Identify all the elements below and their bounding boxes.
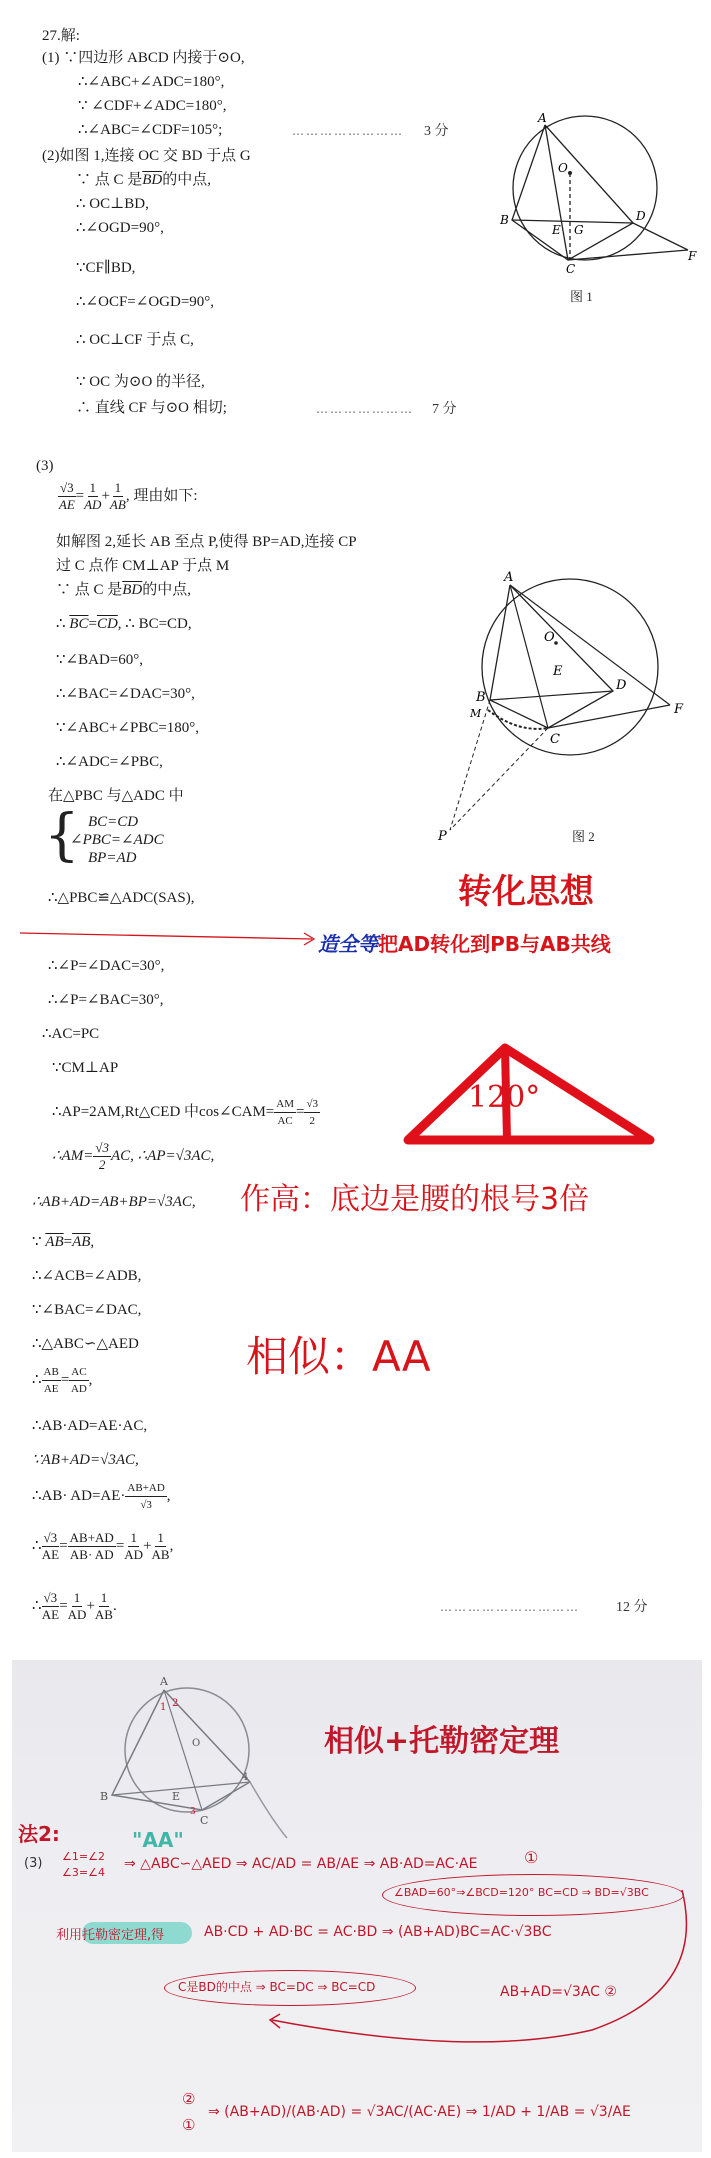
part2-line1: (2)如图 1,连接 OC 交 BD 于点 G xyxy=(42,148,251,164)
photo-row2-left: 利用托勒密定理,得 xyxy=(56,1928,165,1943)
photo-aa-label: "AA" xyxy=(132,1828,184,1852)
part1-line2: ∴∠ABC+∠ADC=180°, xyxy=(78,74,225,90)
part3-line12: ∴∠P=∠BAC=30°, xyxy=(48,992,164,1008)
part3-line3: ∵ 点 C 是$\overline{BD}$的中点, xyxy=(56,582,192,598)
photo-row4-num: ② xyxy=(182,2090,196,2108)
solution-header: 27.解: xyxy=(42,28,80,44)
point-label: C xyxy=(566,262,576,276)
part3-line1: 如解图 2,延长 AB 至点 P,使得 BP=AD,连接 CP xyxy=(56,534,357,550)
point-label: B xyxy=(100,1790,109,1803)
photo-angles-1: ∠1=∠2 xyxy=(62,1850,105,1863)
photo-part-label: (3) xyxy=(24,1856,43,1871)
part3-line27: ∴ $\frac{√3}{AE}$ = $\frac{1}{AD}$ + $\frac{1}{AB}$ . xyxy=(32,1590,117,1622)
figure-1-label: 图 1 xyxy=(570,289,593,304)
handwritten-photo xyxy=(12,1660,702,2152)
photo-method-label: 法2: xyxy=(18,1822,60,1846)
figure-2-label: 图 2 xyxy=(572,829,595,844)
part3-line4: ∴ $\overline{BC}=\overline{CD}$, ∴ BC=CD, xyxy=(56,616,192,632)
part2-line7: ∴ OC⊥CF 于点 C, xyxy=(76,332,194,348)
part3-line14: ∵CM⊥AP xyxy=(52,1060,119,1076)
part2-score: 7 分 xyxy=(432,402,457,417)
part3-line25: ∴AB· AD=AE· $\frac{AB+AD}{√3}$ , xyxy=(32,1482,171,1511)
part3-line22: ∴ $\frac{AB}{AE}$ = $\frac{AC}{AD}$ , xyxy=(32,1366,93,1395)
annotation-similar-aa: 相似：AA xyxy=(246,1332,431,1381)
leader-dots: …………………… xyxy=(292,124,404,138)
photo-bubble2: C是BD的中点 ⇒ BC=DC ⇒ BC=CD xyxy=(178,1980,376,1994)
system-brace: { xyxy=(44,803,80,868)
point-label: M xyxy=(470,707,482,720)
point-label: 4 xyxy=(242,1772,249,1783)
part3-line17: ∴AB+AD=AB+BP=√3AC, xyxy=(32,1194,196,1210)
point-label: B xyxy=(500,213,509,227)
point-label: A xyxy=(538,111,547,125)
point-label: G xyxy=(574,223,584,237)
photo-row2: AB·CD + AD·BC = AC·BD ⇒ (AB+AD)BC=AC·√3BC xyxy=(204,1924,552,1940)
point-label: O xyxy=(192,1738,201,1749)
part1-score: 3 分 xyxy=(424,124,449,139)
part3-line19: ∴∠ACB=∠ADB, xyxy=(32,1268,142,1284)
point-label: D xyxy=(636,209,646,223)
part3-line20: ∵∠BAC=∠DAC, xyxy=(32,1302,142,1318)
point-label: O xyxy=(544,630,555,645)
photo-angles-2: ∠3=∠4 xyxy=(62,1866,105,1879)
point-label: P xyxy=(438,829,447,844)
part2-line8: ∵ OC 为⊙O 的半径, xyxy=(76,374,205,390)
photo-figure xyxy=(82,1670,292,1840)
point-label: 3 xyxy=(190,1807,196,1817)
part3-line13: ∴AC=PC xyxy=(42,1026,100,1042)
annotation-transform-idea: 转化思想 xyxy=(458,872,594,912)
figure-2 xyxy=(430,565,690,845)
point-label: A xyxy=(504,570,514,585)
photo-bubble1: ∠BAD=60°⇒∠BCD=120° BC=CD ⇒ BD=√3BC xyxy=(394,1886,649,1899)
part3-claim: $\frac{√3}{AE}$ = $\frac{1}{AD}$ + $\frac{1}{AB}$ , 理由如下: xyxy=(58,480,198,512)
part1-line3: ∵ ∠CDF+∠ADC=180°, xyxy=(78,98,227,114)
photo-circle1: ① xyxy=(524,1848,539,1867)
part3-line18: ∵ $\overline{AB}=\overline{AB}$, xyxy=(32,1234,95,1250)
leader-dots: ………………… xyxy=(316,402,414,416)
system-line2: ∠PBC=∠ADC xyxy=(70,832,164,848)
photo-row4-den: ① xyxy=(182,2116,196,2134)
part3-line16: ∴AM= $\frac{√3}{2}$ AC, ∴AP=√3AC, xyxy=(52,1140,215,1172)
point-label: 1 xyxy=(160,1702,167,1713)
photo-row4: ⇒ (AB+AD)/(AB·AD) = √3AC/(AC·AE) ⇒ 1/AD + 1/AB = √3/AE xyxy=(208,2104,631,2120)
point-label: F xyxy=(674,702,684,717)
point-label: F xyxy=(688,249,697,263)
photo-row1: ⇒ △ABC∽△AED ⇒ AC/AD = AB/AE ⇒ AB·AD=AC·AE xyxy=(124,1856,478,1872)
part3-line26: ∴ $\frac{√3}{AE}$ = $\frac{AB+AD}{AB\cdot AD}$ = $\frac{1}{AD}$ + $\frac{1}{AB}$ , xyxy=(32,1530,174,1562)
part3-line6: ∴∠BAC=∠DAC=30°, xyxy=(56,686,195,702)
part3-line23: ∴AB·AD=AE·AC, xyxy=(32,1418,148,1434)
arc-bd: $\overline{BD}$ xyxy=(122,582,143,598)
part3-line2: 过 C 点作 CM⊥AP 于点 M xyxy=(56,558,230,574)
photo-loop-arrow xyxy=(212,1870,702,2060)
part3-line11: ∴∠P=∠DAC=30°, xyxy=(48,958,165,974)
annotation-angle-120: 120° xyxy=(468,1080,541,1115)
part1-line1: (1) ∵四边形 ABCD 内接于⊙O, xyxy=(42,50,245,66)
system-line1: BC=CD xyxy=(88,814,139,830)
point-label: E xyxy=(553,664,563,679)
part3-score: 12 分 xyxy=(616,1600,648,1615)
photo-title: 相似+托勒密定理 xyxy=(324,1724,560,1759)
annotation-congruence: 造全等把AD转化到PB与AB共线 xyxy=(318,932,611,956)
point-label: 2 xyxy=(172,1698,179,1709)
part3-line7: ∵∠ABC+∠PBC=180°, xyxy=(56,720,200,736)
part3-line21: ∴△ABC∽△AED xyxy=(32,1336,139,1352)
part2-line9: ∴ 直线 CF 与⊙O 相切; xyxy=(76,400,227,416)
part3-header: (3) xyxy=(36,458,54,474)
point-label: B xyxy=(476,690,486,705)
part3-line24: ∵AB+AD=√3AC, xyxy=(32,1452,139,1468)
point-label: E xyxy=(172,1790,181,1803)
figure-1 xyxy=(490,110,710,300)
point-label: A xyxy=(160,1675,168,1688)
leader-dots: ………………………… xyxy=(440,1600,580,1614)
point-label: C xyxy=(550,732,560,747)
text: ∵ 点 C 是 xyxy=(76,172,143,188)
photo-row3: AB+AD=√3AC ② xyxy=(500,1984,617,2000)
part3-line10: ∴△PBC≌△ADC(SAS), xyxy=(48,890,195,906)
part2-line5: ∵CF∥BD, xyxy=(76,260,136,276)
part3-line15: ∴AP=2AM,Rt△CED 中cos∠CAM= $\frac{AM}{AC}$ = $\frac{√3}{2}$ xyxy=(52,1098,319,1127)
part2-line3: ∴ OC⊥BD, xyxy=(76,196,149,212)
part1-line4: ∴∠ABC=∠CDF=105°; xyxy=(78,122,223,138)
part3-line9: 在△PBC 与△ADC 中 xyxy=(48,788,184,804)
part2-line4: ∴∠OGD=90°, xyxy=(76,220,164,236)
annotation-altitude: 作高：底边是腰的根号3倍 xyxy=(240,1182,590,1217)
point-label: O xyxy=(558,161,568,175)
point-label: D xyxy=(616,678,627,693)
part3-line5: ∵∠BAD=60°, xyxy=(56,652,143,668)
arc-bd: $\overline{BD}$ xyxy=(142,172,163,188)
text: 的中点, xyxy=(162,172,212,188)
point-label: C xyxy=(200,1814,209,1827)
point-label: E xyxy=(552,223,561,237)
part2-line6: ∴∠OCF=∠OGD=90°, xyxy=(76,294,215,310)
part3-line8: ∴∠ADC=∠PBC, xyxy=(56,754,163,770)
part2-line2 xyxy=(76,170,211,190)
annotation-arrow xyxy=(20,925,320,949)
system-line3: BP=AD xyxy=(88,850,137,866)
